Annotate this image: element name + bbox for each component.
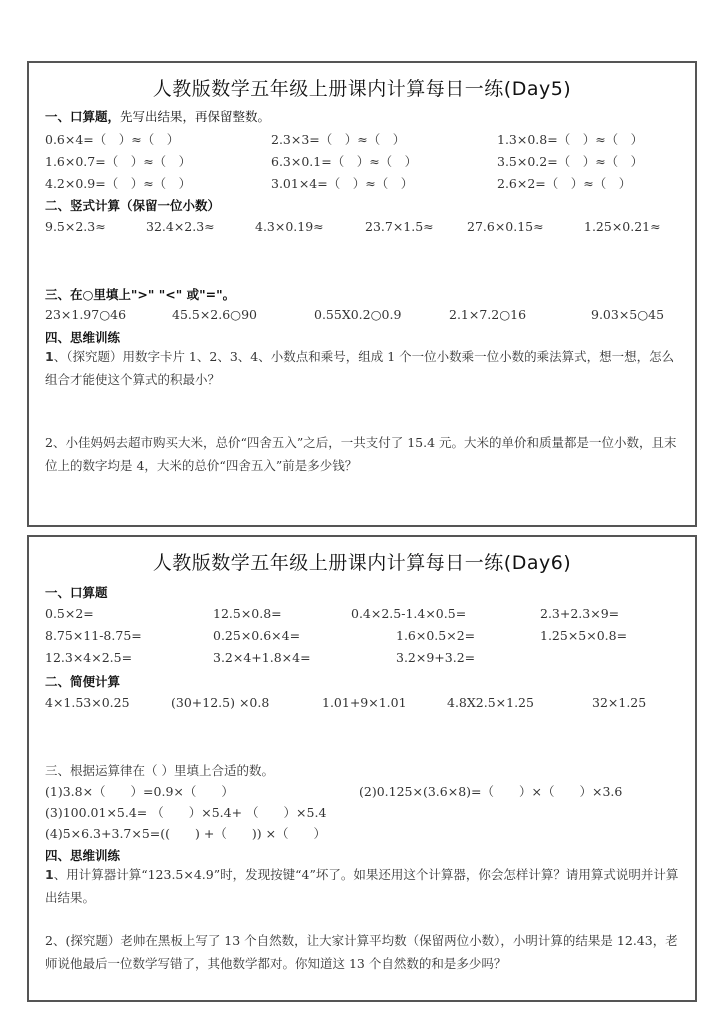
worksheet-title: 人教版数学五年级上册课内计算每日一练(Day6) bbox=[152, 552, 572, 574]
thinking-question-1 bbox=[45, 345, 679, 391]
problem: 4.8X2.5×1.25 bbox=[447, 695, 534, 710]
thinking-question-2: 2、(探究题）老帅在黑板上写了 13 个自然数，让大家计算平均数（保留两位小数），小明计算的结果是 12.43，老师说他最后一位数学写错了，其他数学都对。你知道这 13 个自然数的和是多少吗？ bbox=[45, 933, 678, 971]
problem: 1.6×0.5×2= bbox=[396, 628, 476, 643]
problem: 0.5×2= bbox=[45, 606, 94, 621]
problem: 0.4×2.5-1.4×0.5= bbox=[351, 606, 467, 621]
problem: (1)3.8×（ ）=0.9×（ ） bbox=[45, 784, 234, 799]
thinking-question-1 bbox=[45, 863, 679, 909]
section-heading-oral bbox=[45, 107, 270, 125]
heading-bold: 一、口算题， bbox=[45, 109, 121, 124]
problem: (3)100.01×5.4= （ ）×5.4+ （ ）×5.4 bbox=[45, 805, 327, 820]
problem: 45.5×2.6○90 bbox=[172, 307, 257, 322]
section-heading-simplify: 二、简便计算 bbox=[45, 674, 121, 689]
problem: 2.3×3=（ ）≈（ ） bbox=[271, 132, 406, 147]
section-heading-compare: 三、在○里填上">" "<" 或"="。 bbox=[45, 287, 236, 302]
thinking-question-2: 2、小佳妈妈去超市购买大米，总价“四舍五入”之后，一共支付了 15.4 元。大米的单价和质量都是一位小数，且末位上的数字均是 4，大米的总价“四舍五入”前是多少钱？ bbox=[45, 435, 677, 473]
problem: 6.3×0.1=（ ）≈（ ） bbox=[271, 154, 418, 169]
problem: 0.55X0.2○0.9 bbox=[314, 307, 402, 322]
problem: 1.01+9×1.01 bbox=[322, 695, 407, 710]
problem: 23×1.97○46 bbox=[45, 307, 127, 322]
problem: 9.5×2.3≈ bbox=[45, 219, 106, 234]
problem: 27.6×0.15≈ bbox=[467, 219, 544, 234]
problem: 9.03×5○45 bbox=[591, 307, 665, 322]
question-number: 1 bbox=[45, 349, 54, 364]
problem: 1.25×0.21≈ bbox=[584, 219, 661, 234]
problem: 3.5×0.2=（ ）≈（ ） bbox=[497, 154, 644, 169]
section-heading-oral: 一、口算题 bbox=[45, 585, 108, 600]
section-heading-vertical: 二、竖式计算（保留一位小数） bbox=[45, 198, 221, 213]
problem: 12.5×0.8= bbox=[213, 606, 282, 621]
problem: 12.3×4×2.5= bbox=[45, 650, 133, 665]
problem: (2)0.125×(3.6×8)=（ ）×（ ）×3.6 bbox=[359, 784, 623, 799]
heading-instructions: 先写出结果，再保留整数。 bbox=[120, 109, 271, 124]
worksheet-day5 bbox=[27, 61, 697, 527]
problem: 1.3×0.8=（ ）≈（ ） bbox=[497, 132, 644, 147]
problem: (4)5×6.3+3.7×5=(( ) +（ )) ×（ ） bbox=[45, 826, 327, 841]
section-heading-thinking: 四、思维训练 bbox=[45, 848, 121, 863]
problem: 23.7×1.5≈ bbox=[365, 219, 434, 234]
problem: 8.75×11-8.75= bbox=[45, 628, 142, 643]
problem: 3.2×9+3.2= bbox=[396, 650, 476, 665]
worksheet-day6 bbox=[27, 535, 697, 1002]
problem: 2.1×7.2○16 bbox=[449, 307, 527, 322]
problem: 3.01×4=（ ）≈（ ） bbox=[271, 176, 414, 191]
problem: 0.6×4=（ ）≈（ ） bbox=[45, 132, 180, 147]
problem: 3.2×4+1.8×4= bbox=[213, 650, 311, 665]
problem: 2.3+2.3×9= bbox=[540, 606, 620, 621]
problem: 4.2×0.9=（ ）≈（ ） bbox=[45, 176, 192, 191]
question-number: 1 bbox=[45, 867, 54, 882]
problem: (30+12.5) ×0.8 bbox=[171, 695, 270, 710]
problem: 0.25×0.6×4= bbox=[213, 628, 301, 643]
section-heading-laws: 三、根据运算律在（ ）里填上合适的数。 bbox=[45, 763, 274, 778]
worksheet-title: 人教版数学五年级上册课内计算每日一练(Day5) bbox=[152, 78, 572, 100]
question-text: 、（探究题）用数字卡片 1、2、3、4、小数点和乘号，组成 1 个一位小数乘一位小数的乘法算式，想一想，怎么组合才能使这个算式的积最小？ bbox=[45, 349, 675, 387]
problem: 32×1.25 bbox=[592, 695, 647, 710]
problem: 4×1.53×0.25 bbox=[45, 695, 130, 710]
question-text: 、用计算器计算“123.5×4.9”时，发现按键“4”坏了。如果还用这个计算器，你会怎样计算？请用算式说明并计算出结果。 bbox=[45, 867, 679, 905]
problem: 4.3×0.19≈ bbox=[255, 219, 324, 234]
problem: 1.6×0.7=（ ）≈（ ） bbox=[45, 154, 192, 169]
problem: 2.6×2=（ ）≈（ ） bbox=[497, 176, 632, 191]
problem: 1.25×5×0.8= bbox=[540, 628, 628, 643]
problem: 32.4×2.3≈ bbox=[146, 219, 215, 234]
section-heading-thinking: 四、思维训练 bbox=[45, 330, 121, 345]
